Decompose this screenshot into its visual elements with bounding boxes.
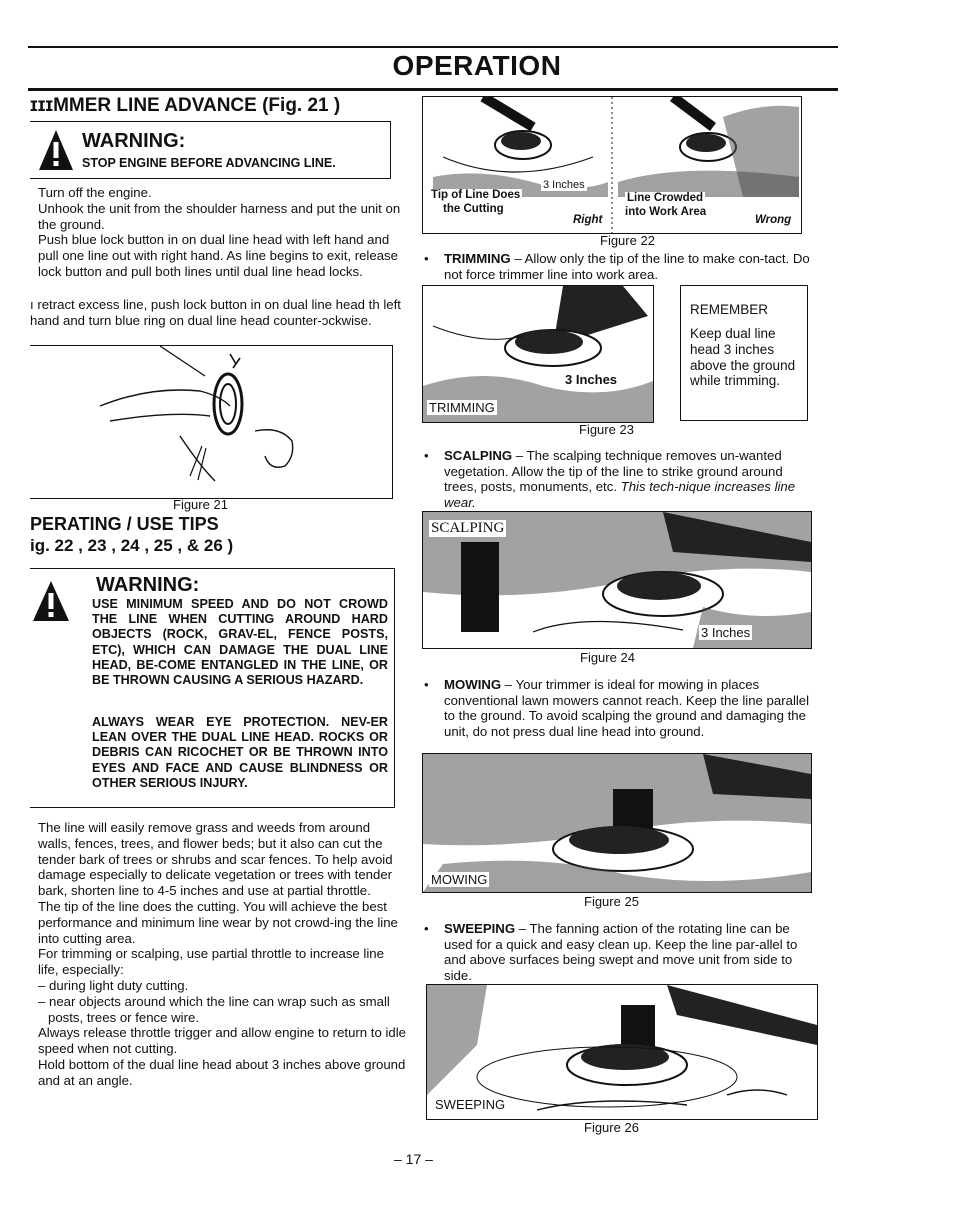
sweeping-term: SWEEPING xyxy=(444,921,516,936)
figure-21-caption: Figure 21 xyxy=(173,497,228,512)
fig25-mowing-label: MOWING xyxy=(431,872,488,887)
tips-paragraph-3: For trimming or scalping, use partial throttle to increase line life, especially: xyxy=(38,946,384,978)
fig22-wrong-tag: Wrong xyxy=(755,214,792,226)
mowing-bullet xyxy=(424,677,816,739)
header-bottom-rule xyxy=(28,88,838,91)
sweeping-text: – The fanning action of the rotating line can be used for a quick and easy clean up. Keep the line par-allel to and above surfaces being swept and move unit from side to side. xyxy=(444,921,798,983)
bullet-dot: • xyxy=(424,251,429,266)
operating-tips-subheading: ig. 22 , 23 , 24 , 25 , & 26 ) xyxy=(30,536,234,555)
figure-26-illustration xyxy=(426,984,818,1120)
tips-dash-1: – during light duty cutting. xyxy=(38,977,189,993)
figure-25-illustration xyxy=(422,753,812,893)
tips-paragraph-4: Always release throttle trigger and allow engine to return to idle speed when not cutting. xyxy=(38,1025,406,1057)
figure-23-illustration xyxy=(422,285,654,423)
operating-tips-body xyxy=(38,820,406,1089)
trimmer-line-advance-heading: ɪɪɪMMER LINE ADVANCE (Fig. 21 ) xyxy=(30,95,341,116)
step-4: ı retract excess line, push lock button in on dual line head th left hand and turn blue ring on dual line head counter-ɔckwise. xyxy=(30,297,401,328)
figure-26-caption: Figure 26 xyxy=(584,1120,639,1135)
figure-25-caption: Figure 25 xyxy=(584,894,639,909)
scalping-bullet xyxy=(424,448,816,510)
advance-steps xyxy=(38,185,404,280)
remember-text: Keep dual line head 3 inches above the ground while trimming. xyxy=(690,326,796,389)
warning-box-stop-engine xyxy=(30,121,391,179)
figure-22-caption: Figure 22 xyxy=(600,233,655,248)
bullet-dot: • xyxy=(424,677,429,692)
page-title: OPERATION xyxy=(392,50,562,81)
fig22-right-tag: Right xyxy=(573,214,603,226)
mowing-text: – Your trimmer is ideal for mowing in places conventional lawn mowers cannot reach. Keep the line parallel to the ground. To avoid scalping the ground and damaging the unit, do not press dual line head into ground. xyxy=(444,677,810,739)
fig22-inches-label: 3 Inches xyxy=(543,179,585,191)
fig23-inches-label: 3 Inches xyxy=(565,372,618,387)
trimming-text: – Allow only the tip of the line to make con-tact. Do not force trimmer line into work area. xyxy=(444,251,810,282)
warning-text: STOP ENGINE BEFORE ADVANCING LINE. xyxy=(82,156,336,170)
fig26-sweeping-label: SWEEPING xyxy=(435,1097,506,1112)
remember-title: REMEMBER xyxy=(690,302,769,317)
warning-box-minimum-speed xyxy=(30,568,395,808)
step-1: Turn off the engine. xyxy=(38,185,152,200)
warning-triangle-icon xyxy=(38,128,74,172)
figure-24-caption: Figure 24 xyxy=(580,650,635,665)
fig22-right-label-2: into Work Area xyxy=(625,206,707,218)
operating-tips-heading: PERATING / USE TIPS xyxy=(30,514,219,534)
step-2: Unhook the unit from the shoulder harness and put the unit on the ground. xyxy=(38,200,401,232)
fig22-right-label-1: Line Crowded xyxy=(627,192,704,204)
sweeping-bullet xyxy=(424,921,818,983)
tips-paragraph-5: Hold bottom of the dual line head about 3 inches above ground and at an angle. xyxy=(38,1056,406,1088)
warning-title: WARNING: xyxy=(82,130,186,152)
figure-23-caption: Figure 23 xyxy=(579,422,634,437)
trimming-bullet xyxy=(424,251,816,282)
tips-paragraph-2: The tip of the line does the cutting. You will achieve the best performance and minimum line wear by not crowd-ing the line into cutting area. xyxy=(38,898,398,946)
warning-text-speed: USE MINIMUM SPEED AND DO NOT CROWD THE LINE WHEN CUTTING AROUND HARD OBJECTS (ROCK, GRAV-EL, FENCE POSTS, ETC), WHICH CAN DAMAGE THE DUAL LINE HEAD, BE-COME ENTANGLED IN THE LINE, OR BE THROWN CAUSING A SERIOUS HAZARD. xyxy=(92,597,388,688)
warning-title: WARNING: xyxy=(96,574,200,596)
fig23-trimming-label: TRIMMING xyxy=(429,400,495,415)
scalping-text: – The scalping technique removes un-wanted vegetation. Allow the tip of the line to strike ground around trees, posts, monuments, etc. xyxy=(444,448,783,495)
figure-21-illustration xyxy=(30,345,393,499)
trimming-term: TRIMMING xyxy=(444,251,511,266)
bullet-dot: • xyxy=(424,448,429,463)
remember-box xyxy=(680,285,808,421)
figure-22-illustration xyxy=(422,96,802,234)
warning-text-eye-protection: ALWAYS WEAR EYE PROTECTION. NEV-ER LEAN OVER THE DUAL LINE HEAD. ROCKS OR DEBRIS CAN RICOCHET OR BE THROWN INTO EYES AND FACE AND CAUSE BLINDNESS OR OTHER SERIOUS INJURY. xyxy=(92,715,388,790)
tips-paragraph-1: The line will easily remove grass and weeds from around walls, fences, trees, and flower beds; but it also can cut the tender bark of trees or shrubs and scar fences. To help avoid damage especially to delicate vegetation or trees with tender bark, shorten line to 4-5 inches and use at partial throttle. xyxy=(38,820,393,899)
page-number: – 17 – xyxy=(394,1151,433,1167)
fig22-left-label-2: the Cutting xyxy=(443,203,504,215)
header-top-rule xyxy=(28,46,838,48)
step-3: Push blue lock button in on dual line head with left hand and pull one line out with right hand. As line begins to exit, release lock button and pull both lines until dual line head locks. xyxy=(38,232,398,279)
scalping-term: SCALPING xyxy=(444,448,513,463)
bullet-dot: • xyxy=(424,921,429,936)
scalping-italic-note: This tech-nique increases line wear. xyxy=(444,479,796,510)
fig24-scalping-label: SCALPING xyxy=(431,520,505,536)
figure-24-illustration xyxy=(422,511,812,649)
fig24-inches-label: 3 Inches xyxy=(701,625,751,640)
fig22-left-label-1: Tip of Line Does xyxy=(431,189,521,201)
tips-dash-2: – near objects around which the line can wrap such as small posts, trees or fence wire. xyxy=(38,993,390,1025)
mowing-term: MOWING xyxy=(444,677,502,692)
warning-triangle-icon xyxy=(32,579,70,623)
